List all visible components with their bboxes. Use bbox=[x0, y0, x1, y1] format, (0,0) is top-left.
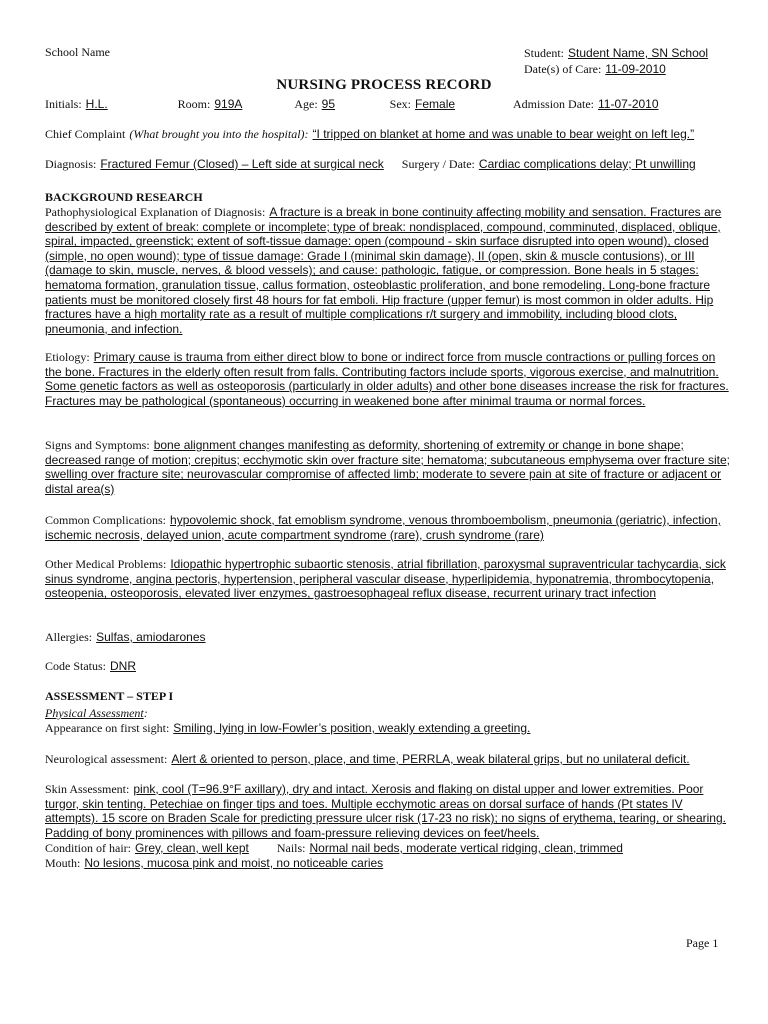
school-name: School Name bbox=[45, 45, 110, 59]
room-value: 919A bbox=[214, 97, 243, 111]
appearance-row bbox=[45, 721, 735, 736]
code-status-row bbox=[45, 659, 735, 674]
hair-value: Grey, clean, well kept bbox=[135, 841, 249, 855]
nails-label: Nails: bbox=[276, 841, 306, 855]
other-medical-problems-value: Idiopathic hypertrophic subaortic stenosis, atrial fibrillation, paroxysmal supraventricular tachycardia, sick sinus syndrome, angina pectoris, hypertension, peripheral vascular disease, hyperlipidemia, hyponatremia, thrombocytopenia, osteopenia, osteoporosis, elevated liver enzymes, gastroesophageal reflux disease, recurrent urinary tract infection bbox=[45, 557, 726, 601]
student-info bbox=[524, 45, 708, 77]
skin-assessment-value: pink, cool (T=96.9°F axillary), dry and intact. Xerosis and flaking on distal upper and lower extremities. Poor turgor, skin tenting. Petechiae on finger tips and toes. Multiple ecchymotic areas on dorsal surface of hands (Pt states IV attempts). 15 score on Braden Scale for predicting pressure ulcer risk (17-23 no risk); no signs of erythema, tearing, or shearing. Padding of bony prominences with pillows and foam-pressure relieving devices on feet/heels. bbox=[45, 782, 726, 840]
chief-complaint-hint: (What brought you into the hospital): bbox=[129, 127, 309, 141]
complications-value: hypovolemic shock, fat emoblism syndrome, venous thromboembolism, pneumonia (geriatric), infection, ischemic necrosis, delayed union, acute compartment syndrome (rare), crush syndrome (rare) bbox=[45, 513, 721, 542]
student-value: Student Name, SN School bbox=[568, 46, 709, 60]
initials-label: Initials: bbox=[45, 97, 82, 111]
code-status-label: Code Status: bbox=[45, 659, 107, 673]
sex-label: Sex: bbox=[389, 97, 412, 111]
diagnosis-row bbox=[45, 157, 745, 172]
pathophysiology-label: Pathophysiological Explanation of Diagnosis: bbox=[45, 205, 266, 219]
skin-assessment-section bbox=[45, 782, 735, 840]
dates-of-care-value: 11-09-2010 bbox=[605, 62, 666, 76]
etiology-section bbox=[45, 350, 735, 408]
physical-assessment-heading: Physical Assessment bbox=[45, 706, 144, 720]
chief-complaint-value: “I tripped on blanket at home and was unable to bear weight on left leg.” bbox=[312, 127, 695, 141]
physical-assessment-heading-row bbox=[45, 706, 735, 721]
etiology-value: Primary cause is trauma from either direct blow to bone or indirect force from muscle contractions or pulling forces on the bone. Fractures in the elderly often result from falls. Contributing factors include sports, vigorous exercise, and malnutrition. Some genetic factors as well as osteoporosis (particularly in older adults) and other bone diseases increase the risk for fractures. Fractures may be pathological (spontaneous) occurring in weakened bone after minimal trauma or normal forces. bbox=[45, 350, 729, 408]
patient-info-row bbox=[45, 95, 659, 113]
room-label: Room: bbox=[177, 97, 211, 111]
surgery-date-label: Surgery / Date: bbox=[401, 157, 475, 171]
code-status-value: DNR bbox=[110, 659, 137, 673]
assessment-heading: ASSESSMENT – STEP I bbox=[45, 689, 174, 703]
student-label: Student: bbox=[524, 46, 565, 60]
dates-of-care-label: Date(s) of Care: bbox=[524, 62, 602, 76]
other-medical-problems-section bbox=[45, 557, 735, 601]
physical-assessment-colon: : bbox=[143, 706, 148, 720]
diagnosis-label: Diagnosis: bbox=[45, 157, 97, 171]
neurological-row bbox=[45, 752, 735, 767]
appearance-label: Appearance on first sight: bbox=[45, 721, 170, 735]
allergies-value: Sulfas, amiodarones bbox=[96, 630, 206, 644]
chief-complaint-label: Chief Complaint bbox=[45, 127, 126, 141]
page-title: NURSING PROCESS RECORD bbox=[276, 77, 492, 93]
admission-date-label: Admission Date: bbox=[513, 97, 595, 111]
initials-value: H.L. bbox=[85, 97, 108, 111]
etiology-label: Etiology: bbox=[45, 350, 90, 364]
signs-symptoms-value: bone alignment changes manifesting as deformity, shortening of extremity or change in bone shape; decreased range of motion; crepitus; ecchymotic skin over fracture site; hematoma; subcutaneous emphysema over fracture site; swelling over fracture site; neurovascular compromise of affected limb; moderate to severe pain at site of fracture or adjacent or distal area(s) bbox=[45, 438, 730, 496]
hair-label: Condition of hair: bbox=[45, 841, 131, 855]
complications-section bbox=[45, 513, 735, 542]
allergies-label: Allergies: bbox=[45, 630, 93, 644]
mouth-label: Mouth: bbox=[45, 856, 81, 870]
nails-value: Normal nail beds, moderate vertical ridging, clean, trimmed bbox=[309, 841, 623, 855]
neurological-value: Alert & oriented to person, place, and time, PERRLA, weak bilateral grips, but no unilateral deficit. bbox=[171, 752, 690, 766]
age-label: Age: bbox=[294, 97, 318, 111]
appearance-value: Smiling, lying in low-Fowler’s position, weakly extending a greeting. bbox=[173, 721, 531, 735]
complications-label: Common Complications: bbox=[45, 513, 167, 527]
background-research-heading: BACKGROUND RESEARCH bbox=[45, 190, 203, 204]
surgery-date-value: Cardiac complications delay; Pt unwilling bbox=[478, 157, 696, 171]
skin-assessment-label: Skin Assessment: bbox=[45, 782, 130, 796]
hair-nails-row bbox=[45, 841, 735, 856]
chief-complaint bbox=[45, 127, 735, 142]
admission-date-value: 11-07-2010 bbox=[598, 97, 659, 111]
neurological-label: Neurological assessment: bbox=[45, 752, 168, 766]
page-number: Page 1 bbox=[686, 936, 719, 950]
signs-symptoms-section bbox=[45, 438, 735, 496]
sex-value: Female bbox=[415, 97, 456, 111]
signs-symptoms-label: Signs and Symptoms: bbox=[45, 438, 150, 452]
pathophysiology-section bbox=[45, 205, 735, 336]
allergies-row bbox=[45, 630, 735, 645]
other-medical-problems-label: Other Medical Problems: bbox=[45, 557, 167, 571]
age-value: 95 bbox=[321, 97, 336, 111]
diagnosis-value: Fractured Femur (Closed) – Left side at surgical neck bbox=[100, 157, 384, 171]
mouth-value: No lesions, mucosa pink and moist, no noticeable caries bbox=[84, 856, 384, 870]
pathophysiology-value: A fracture is a break in bone continuity affecting mobility and sensation. Fractures are described by extent of break: complete or incomplete; type of break: nondisplaced, compound, comminuted, displaced, oblique, spiral, impacted, greenstick; extent of soft-tissue damage: open (compound - skin surface disrupted into open wound), closed (simple, no open wound); type of tissue damage: Grade I (minimal skin damage), II (open, skin & muscle contusions), or III (damage to skin, muscle, nerves, & blood vessels); and cause: pathologic, fatigue, or compression. Bone heals in 5 stages: hematoma formation, granulation tissue, callus formation, osteoblastic proliferation, and bone remodeling. Long-bone fracture patients must be monitored closely first 48 hours for fat emboli. Hip fracture (upper femur) is most common in older adults. Hip fractures have a high mortality rate as a result of multiple complications r/t surgery and immobility, including blood clots, pneumonia, and infection. bbox=[45, 205, 722, 336]
mouth-row bbox=[45, 856, 735, 871]
